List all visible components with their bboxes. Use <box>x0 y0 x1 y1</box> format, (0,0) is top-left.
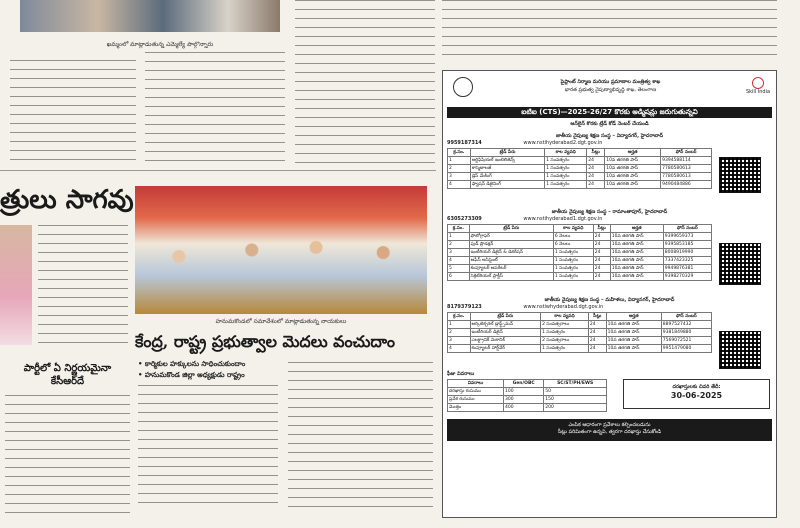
section3-col-header: క్ర.సం. <box>448 313 471 321</box>
section3-cell: 24 <box>588 321 606 329</box>
left-portrait-photo <box>0 225 32 345</box>
section2-cell: 8008919990 <box>663 249 711 257</box>
left-sub-text <box>5 395 130 515</box>
left-sub-headline: పార్టీలో ఏ నిర్ణయమైనా కేసీఆర్‌దే <box>23 363 112 387</box>
section3-col-header: ట్రేడ్ పేరు <box>470 313 541 321</box>
ad-header-2: భారత ప్రభుత్వ నైపుణ్యాభివృద్ధి శాఖ, తెలంగాణ <box>564 87 657 93</box>
section1-col-header: ఫోన్ నంబర్ <box>661 149 712 157</box>
section2-cell: 6 <box>448 273 470 281</box>
section2-row <box>448 265 712 273</box>
section1-cell: కాస్మెటాలజీ <box>470 165 544 173</box>
bullet-2-text: హనుమకొండ జిల్లా అధ్యక్షుడు రాష్ట్రం <box>144 371 245 379</box>
section3-col-header: సీట్లు <box>588 313 606 321</box>
section2-cell: ఇంటీరియర్ డిజైన్ & డెకరేషన్ <box>469 249 553 257</box>
mid-article-text <box>145 52 285 164</box>
section2-cell: 2 <box>448 241 470 249</box>
section2-cell: ఫొటోగ్రాఫర్ <box>469 233 553 241</box>
deadline-box <box>623 379 770 409</box>
skill-india-logo <box>745 77 771 97</box>
section2-cell: ఫుడ్ ప్రొడక్షన్ <box>469 241 553 249</box>
section3-cell: 24 <box>588 345 606 353</box>
deadline-date: 30-06-2025 <box>670 391 723 400</box>
section2-cell: 9949876381 <box>663 265 711 273</box>
section1-cell: 9394588114 <box>661 157 712 165</box>
section1-cell: 2 <box>448 165 471 173</box>
section1-col-header: కాల వ్యవధి <box>545 149 587 157</box>
section3-col-header: ఫోన్ నంబర్ <box>661 313 711 321</box>
section3-row <box>448 321 712 329</box>
section1-cell: డ్రెస్ మేకింగ్ <box>470 173 544 181</box>
fee-cell: ప్రవేశ రుసుము <box>448 396 504 404</box>
section1-cell: 10వ తరగతి పాస్ <box>605 173 661 181</box>
fee-row <box>448 396 607 404</box>
section2-col-header: కాల వ్యవధి <box>553 225 593 233</box>
section2-cell: 10వ తరగతి పాస్ <box>610 233 663 241</box>
section2-cell: సెక్రెటేరియల్ ప్రాక్టీస్ <box>469 273 553 281</box>
section2-cell: 10వ తరగతి పాస్ <box>610 241 663 249</box>
section2-cell: 10వ తరగతి పాస్ <box>610 265 663 273</box>
footer-line-2: సీట్లు పరిమితంగా ఉన్నవి, త్వరగా దరఖాస్తు చేసుకోండి <box>557 429 662 435</box>
main-article-left-text <box>138 385 278 510</box>
ad-header-1: పైప్లాంట్ నిర్మాణ మరియు ప్రమాణాల మంత్రిత్వ శాఖ <box>560 79 661 85</box>
section3-cell: కంప్యూటర్ హార్డ్‌వేర్ <box>470 345 541 353</box>
section3-col-header: కాల వ్యవధి <box>541 313 589 321</box>
section2-cell: 6 నెలలు <box>553 241 593 249</box>
section3-col-header: అర్హత <box>606 313 661 321</box>
divider <box>0 170 436 171</box>
ad-banner: ఐటిఐ (CTS)—2025-26/27 కొరకు అడ్మిషన్లు జరుగుతున్నవి <box>447 107 772 118</box>
section3-cell: 1 సంవత్సరం <box>541 329 589 337</box>
section1-cell: 3 <box>448 173 471 181</box>
main-photo <box>135 186 427 314</box>
section1-cell: 7780580613 <box>661 165 712 173</box>
section3-cell: 9381849880 <box>661 329 711 337</box>
fee-table <box>447 379 607 412</box>
section1-cell: 1 సంవత్సరం <box>545 157 587 165</box>
advertisement <box>442 70 777 518</box>
footer-line-1: ఎంపిక ఆధారంగా ప్రవేశాలు కల్పించబడును <box>568 422 651 428</box>
section3-cell: 2 <box>448 329 471 337</box>
section2-cell: 1 సంవత్సరం <box>553 273 593 281</box>
section1-cell: 10వ తరగతి పాస్ <box>605 165 661 173</box>
section1-cell: 10వ తరగతి పాస్ <box>605 181 661 189</box>
section3-cell: 2 సంవత్సరాలు <box>541 321 589 329</box>
section3-cell: 8897527432 <box>661 321 711 329</box>
section2-cell: 24 <box>593 273 610 281</box>
section2-cell: 24 <box>593 257 610 265</box>
section2-cell: 3 <box>448 249 470 257</box>
section3-table <box>447 312 712 353</box>
bullet-2: • హనుమకొండ జిల్లా అధ్యక్షుడు రాష్ట్రం <box>138 371 245 379</box>
section2-cell: 5 <box>448 265 470 273</box>
fee-cell: 300 <box>504 396 544 404</box>
section3-qr-icon <box>719 331 761 369</box>
section2-row <box>448 249 712 257</box>
section3-cell: 24 <box>588 329 606 337</box>
fee-cell: 100 <box>504 388 544 396</box>
section3-row <box>448 337 712 345</box>
section1-contact <box>447 140 772 147</box>
section3-cell: 1 <box>448 321 471 329</box>
section2-col-header: ట్రేడ్ పేరు <box>469 225 553 233</box>
section2-title: జాతీయ నైపుణ్య శిక్షణ సంస్థ – రామాంతాపూర్, హైదరాబాద్ <box>551 209 668 215</box>
section3-header-row <box>448 313 712 321</box>
section2-cell: ఆఫీస్ అసిస్టెంట్ <box>469 257 553 265</box>
right-article-text <box>295 0 435 165</box>
bullet-1: • కార్మికుల హక్కులను సాధించుకుందాం <box>138 360 246 368</box>
ad-subbanner: ఆన్‌లైన్ కొరకు ట్రేడ్ కోడ్ నెంబర్ చేయండి <box>570 121 649 127</box>
fee-row <box>448 404 607 412</box>
section2-cell: 24 <box>593 233 610 241</box>
top-photo-caption: ఖమ్మంలో మాట్లాడుతున్న ఎమ్మెల్యే పాల్గొన్నారు <box>106 41 214 48</box>
section1-cell: 1 <box>448 157 471 165</box>
section1-col-header: అర్హత <box>605 149 661 157</box>
section1-cell: 1 సంవత్సరం <box>545 165 587 173</box>
section3-cell: ఇంటీరియర్ డిజైన్ <box>470 329 541 337</box>
section3-cell: ఆర్కిటెక్చరల్ డ్రాఫ్ట్స్‌మన్ <box>470 321 541 329</box>
section2-cell: 6 నెలలు <box>553 233 593 241</box>
section2-phone: 6305273309 <box>447 216 482 222</box>
section3-contact <box>447 304 772 311</box>
section2-cell: 7337423325 <box>663 257 711 265</box>
section2-cell: 9395853185 <box>663 241 711 249</box>
bullet-1-text: కార్మికుల హక్కులను సాధించుకుందాం <box>144 360 246 368</box>
section3-web: www.nstiwhyderabad.dgt.gov.in <box>523 304 604 310</box>
section2-cell: 10వ తరగతి పాస్ <box>610 249 663 257</box>
section2-cell: 1 <box>448 233 470 241</box>
deadline-label: దరఖాస్తులకు చివరి తేదీ: <box>672 384 721 390</box>
section3-row <box>448 345 712 353</box>
fee-cell: దరఖాస్తు రుసుము <box>448 388 504 396</box>
main-headline: కేంద్ర, రాష్ట్ర ప్రభుత్వాల మెదలు వంచుదాం <box>135 332 395 351</box>
section3-cell: 9951479080 <box>661 345 711 353</box>
section3-cell: 2 సంవత్సరాలు <box>541 337 589 345</box>
section2-row <box>448 257 712 265</box>
section2-cell: 4 <box>448 257 470 265</box>
section2-cell: కంప్యూటర్ ఆపరేటర్ <box>469 265 553 273</box>
fee-cell: 400 <box>504 404 544 412</box>
section1-title: జాతీయ నైపుణ్య శిక్షణ సంస్థ – విద్యానగర్, హైదరాబాద్ <box>555 133 664 139</box>
fee-title: ఫీజు వివరాలు <box>447 371 475 377</box>
section2-cell: 1 సంవత్సరం <box>553 257 593 265</box>
section2-cell: 24 <box>593 249 610 257</box>
fee-row <box>448 388 607 396</box>
section1-cell: 24 <box>587 181 605 189</box>
section1-cell: 7780580613 <box>661 173 712 181</box>
section3-cell: 3 <box>448 337 471 345</box>
section3-cell: ఎలక్ట్రానిక్ మెకానిక్ <box>470 337 541 345</box>
section2-col-header: సీట్లు <box>593 225 610 233</box>
section2-col-header: ఫోన్ నంబర్ <box>663 225 711 233</box>
ad-footer <box>447 419 772 441</box>
section2-cell: 9399659373 <box>663 233 711 241</box>
section3-cell: 10వ తరగతి పాస్ <box>606 337 661 345</box>
section3-phone: 8179379123 <box>447 304 482 310</box>
section2-cell: 1 సంవత్సరం <box>553 265 593 273</box>
section1-cell: 10వ తరగతి పాస్ <box>605 157 661 165</box>
section1-cell: 1 సంవత్సరం <box>545 173 587 181</box>
section2-contact <box>447 216 772 223</box>
right-top-text <box>442 0 777 62</box>
fee-col-header: Gen/OBC <box>504 380 544 388</box>
section2-cell: 9398270329 <box>663 273 711 281</box>
fee-cell: 50 <box>544 388 607 396</box>
section2-cell: 24 <box>593 265 610 273</box>
section3-cell: 1 సంవత్సరం <box>541 345 589 353</box>
section2-row <box>448 241 712 249</box>
section2-cell: 24 <box>593 241 610 249</box>
section1-phone: 9959187314 <box>447 140 482 146</box>
section1-row <box>448 157 712 165</box>
section3-cell: 7569072521 <box>661 337 711 345</box>
fee-header-row <box>448 380 607 388</box>
section3-cell: 10వ తరగతి పాస్ <box>606 329 661 337</box>
section1-row <box>448 173 712 181</box>
section1-table <box>447 148 712 189</box>
left-headline: త్రులు సాగవు <box>0 185 134 215</box>
section2-col-header: అర్హత <box>610 225 663 233</box>
fee-col-header: SC/ST/PH/EWS <box>544 380 607 388</box>
section1-cell: ఆర్టిఫిషియల్ ఇంటెలిజెన్స్ <box>470 157 544 165</box>
main-article-right-text <box>288 362 433 510</box>
main-photo-caption: హనుమకొండలో సమావేశంలో మాట్లాడుతున్న నాయకులు <box>215 318 347 325</box>
section1-cell: 1 సంవత్సరం <box>545 181 587 189</box>
section1-cell: 4 <box>448 181 471 189</box>
section1-col-header: క్ర.సం. <box>448 149 471 157</box>
section3-cell: 10వ తరగతి పాస్ <box>606 345 661 353</box>
section3-row <box>448 329 712 337</box>
section1-row <box>448 165 712 173</box>
section2-row <box>448 273 712 281</box>
section1-col-header: సీట్లు <box>587 149 605 157</box>
section2-cell: 1 సంవత్సరం <box>553 249 593 257</box>
section2-col-header: క్ర.సం. <box>448 225 470 233</box>
fee-cell: 200 <box>544 404 607 412</box>
section2-table <box>447 224 712 281</box>
section2-cell: 10వ తరగతి పాస్ <box>610 257 663 265</box>
section2-header-row <box>448 225 712 233</box>
section1-cell: 24 <box>587 157 605 165</box>
section3-title: జాతీయ నైపుణ్య శిక్షణ సంస్థ – మహిళలు, విద్యానగర్, హైదరాబాద్ <box>544 297 675 303</box>
section1-qr-icon <box>719 157 761 193</box>
section1-cell: ఫ్యాషన్ డిజైనింగ్ <box>470 181 544 189</box>
emblem-logo <box>453 77 473 97</box>
skill-india-label: Skill India <box>745 89 771 95</box>
section1-web: www.nstihyderabad2.dgt.gov.in <box>523 140 603 146</box>
fee-col-header: వివరాలు <box>448 380 504 388</box>
section2-row <box>448 233 712 241</box>
section3-cell: 4 <box>448 345 471 353</box>
top-photo <box>20 0 280 32</box>
section1-cell: 24 <box>587 173 605 181</box>
section3-cell: 24 <box>588 337 606 345</box>
section3-cell: 10వ తరగతి పాస్ <box>606 321 661 329</box>
section1-header-row <box>448 149 712 157</box>
fee-cell: 150 <box>544 396 607 404</box>
section1-row <box>448 181 712 189</box>
section1-col-header: ట్రేడ్ పేరు <box>470 149 544 157</box>
section2-qr-icon <box>719 243 761 285</box>
fee-cell: మొత్తం <box>448 404 504 412</box>
section1-cell: 9490484886 <box>661 181 712 189</box>
section1-cell: 24 <box>587 165 605 173</box>
left-article-text <box>10 60 136 164</box>
section2-cell: 10వ తరగతి పాస్ <box>610 273 663 281</box>
left-column-text <box>38 225 128 343</box>
section2-web: www.nstihyderabad1.dgt.gov.in <box>523 216 603 222</box>
